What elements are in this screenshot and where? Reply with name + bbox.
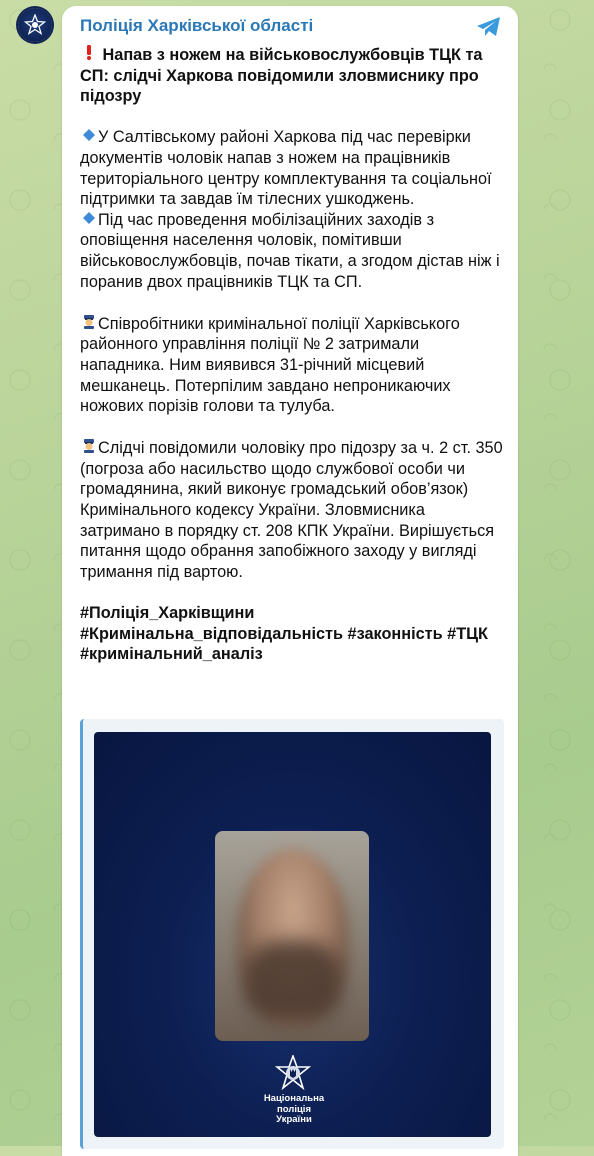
telegram-share-icon[interactable] bbox=[476, 16, 502, 38]
link-preview[interactable] bbox=[80, 719, 504, 1149]
police-officer-icon bbox=[80, 437, 98, 459]
channel-avatar[interactable] bbox=[18, 8, 52, 42]
police-officer-icon bbox=[80, 313, 98, 335]
police-emblem-icon bbox=[275, 1055, 311, 1091]
paragraph-3: Співробітники кримінальної поліції Харківського районного управління поліції № 2 затримали нападника. Ним виявився 31-річний місцевий мешканець. Потерпілим завдано непроникаючих ножових порізів голови та тулуба. bbox=[80, 314, 460, 416]
blue-diamond-icon bbox=[80, 127, 98, 148]
message-text bbox=[80, 44, 505, 665]
paragraph-1: У Салтівському районі Харкова під час перевірки документів чоловік напав з ножем на працівників територіального центру комплектування та соціальної підтримки та завдав їм тілесних ушкоджень. bbox=[80, 128, 492, 209]
hashtags[interactable]: #Поліція_Харківщини #Кримінальна_відповідальність #законність #ТЦК #кримінальний_аналіз bbox=[80, 604, 488, 664]
suspect-photo bbox=[215, 831, 369, 1041]
paragraph-4: Слідчі повідомили чоловіку про підозру за ч. 2 ст. 350 (погроза або насильство щодо службової особи чи громадянина, який виконує громадський обов’язок) Кримінального кодексу України. Зловмисника затримано в порядку ст. 208 КПК України. Вирішується питання щодо обрання запобіжного заходу у вигляді тримання під вартою. bbox=[80, 439, 503, 581]
post-headline bbox=[80, 44, 505, 107]
headline-text: Напав з ножем на військовослужбовців ТЦК та СП: слідчі Харкова повідомили зловмиснику про підозру bbox=[80, 46, 483, 106]
red-exclamation-icon bbox=[80, 44, 98, 66]
police-star-icon bbox=[24, 14, 46, 36]
channel-name[interactable]: Поліція Харківської області bbox=[80, 16, 314, 35]
blue-diamond-icon bbox=[80, 210, 98, 231]
preview-image[interactable] bbox=[94, 732, 491, 1137]
paragraph-2: Під час проведення мобілізаційних заходів з оповіщення населення чоловік, помітивши військовослужбовців, почав тікати, а згодом дістав ніж і поранив двох працівників ТЦК та СП. bbox=[80, 210, 500, 291]
message-bubble bbox=[62, 6, 518, 1156]
emblem-caption: Національна поліція України bbox=[263, 1093, 325, 1125]
